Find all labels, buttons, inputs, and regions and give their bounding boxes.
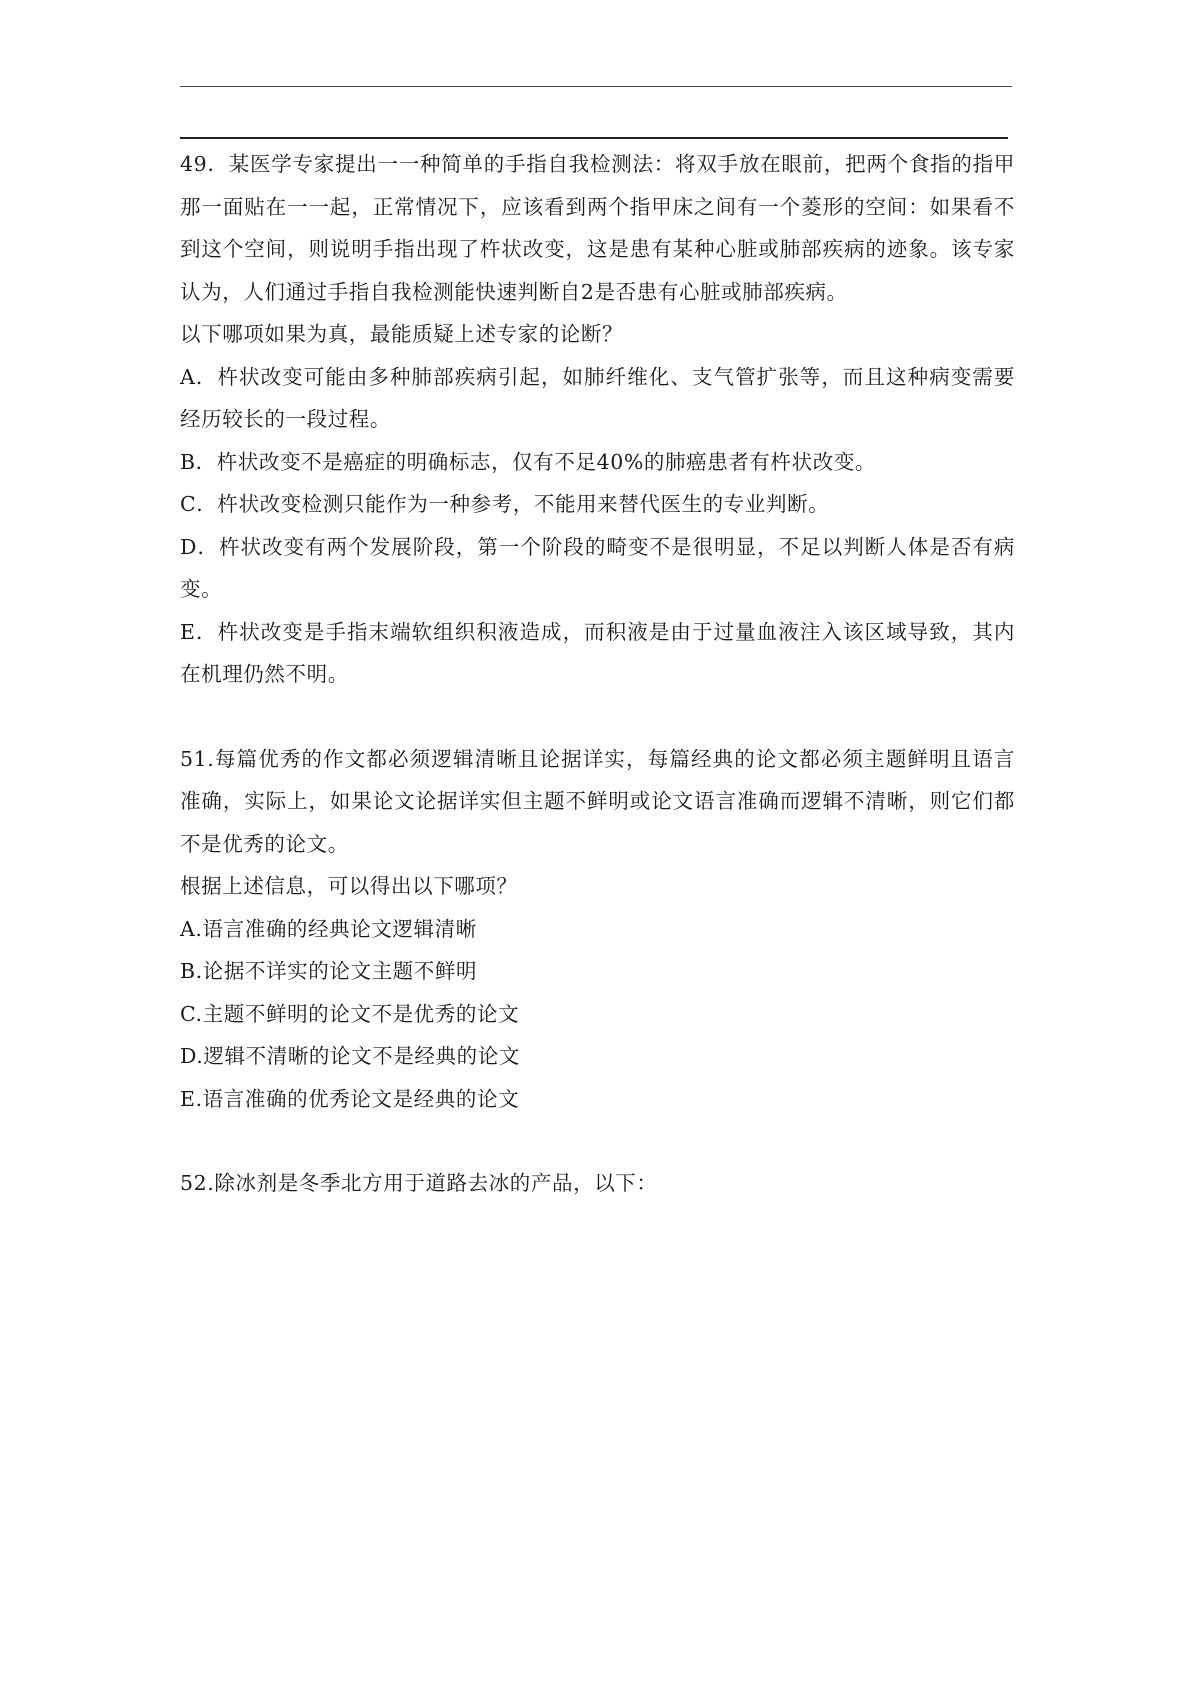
question-49-option-e: E．杵状改变是手指末端软组织积液造成，而积液是由于过量血液注入该区域导致，其内在机理仍然不明。 [180,619,1015,686]
question-49 [180,143,1015,696]
question-51-option-b: B.论据不详实的论文主题不鲜明 [180,959,478,983]
section-spacer [180,1120,1015,1162]
question-49-prompt: 以下哪项如果为真，最能质疑上述专家的论断？ [180,322,624,346]
question-51-option-c: C.主题不鲜明的论文不是优秀的论文 [180,1001,520,1026]
document-body [180,143,1015,1205]
question-51-prompt: 根据上述信息，可以得出以下哪项？ [180,874,518,898]
header-divider-line [180,137,1008,139]
question-49-stem: 49．某医学专家提出一一种简单的手指自我检测法：将双手放在眼前，把两个食指的指甲那一面贴在一一起，正常情况下，应该看到两个指甲床之间有一个菱形的空间：如果看不到这个空间，则说明手指出现了杵状改变，这是患有某种心脏或肺部疾病的迹象。该专家认为，人们通过手指自我检测能快速判断自2是否患有心脏或肺部疾病。 [180,152,1015,304]
question-49-option-a: A．杵状改变可能由多种肺部疾病引起，如肺纤维化、支气管扩张等，而且这种病变需要经历较长的一段过程。 [180,364,1015,431]
question-52 [180,1162,1015,1205]
question-51 [180,738,1015,1121]
section-spacer [180,696,1015,738]
question-51-option-e: E.语言准确的优秀论文是经典的论文 [180,1086,520,1111]
question-49-option-d: D．杵状改变有两个发展阶段，第一个阶段的畸变不是很明显，不足以判断人体是否有病变。 [180,534,1015,601]
question-51-option-a: A.语言准确的经典论文逻辑清晰 [180,916,477,941]
question-49-option-c: C．杵状改变检测只能作为一种参考，不能用来替代医生的专业判断。 [180,492,830,516]
question-51-stem: 51.每篇优秀的作文都必须逻辑清晰且论据详实，每篇经典的论文都必须主题鲜明且语言准确，实际上，如果论文论据详实但主题不鲜明或论文语言准确而逻辑不清晰，则它们都不是优秀的论文。 [180,746,1015,856]
question-51-option-d: D.逻辑不清晰的论文不是经典的论文 [180,1044,520,1068]
question-52-stem: 52.除冰剂是冬季北方用于道路去冰的产品，以下： [180,1171,658,1195]
top-divider-line [180,86,1012,87]
question-49-option-b: B．杵状改变不是癌症的明确标志，仅有不足40%的肺癌患者有杵状改变。 [180,449,877,474]
